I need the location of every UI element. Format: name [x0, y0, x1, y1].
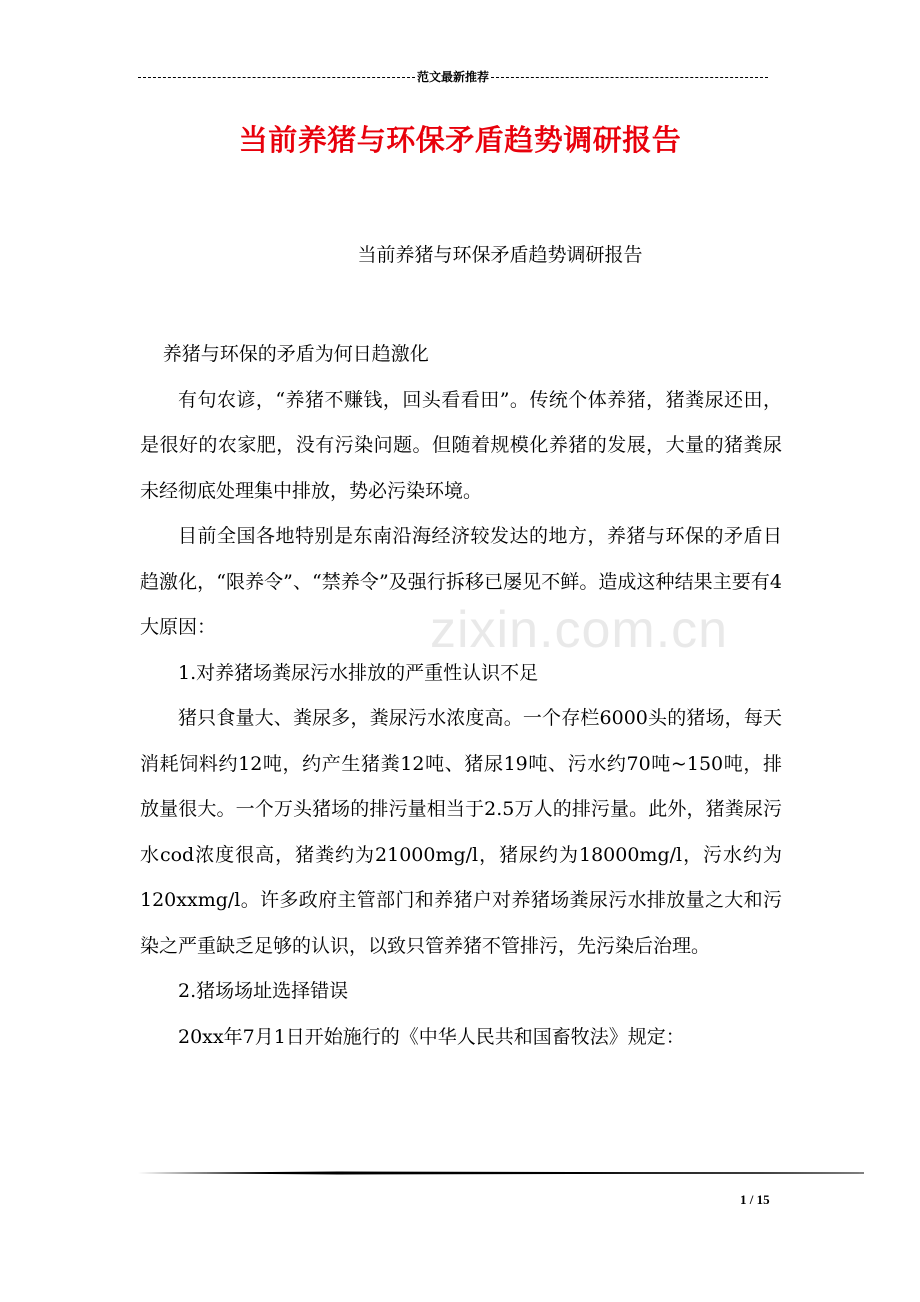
- subheading-2: 2.猪场场址选择错误: [178, 980, 349, 1002]
- document-body: [140, 332, 782, 1060]
- watermark: zixin.com.cn: [430, 601, 729, 659]
- header-dash-right: [491, 77, 768, 78]
- section-heading: 养猪与环保的矛盾为何日趋激化: [162, 343, 429, 365]
- header-label: 范文最新推荐: [417, 69, 490, 84]
- paragraph-3: 猪只食量大、粪尿多，粪尿污水浓度高。一个存栏6000头的猪场，每天消耗饲料约12吨，约产生猪粪12吨、猪尿19吨、污水约70吨~150吨，排放量很大。一个万头猪场的排污量相当于2.5万人的排污量。此外，猪粪尿污水cod浓度很高，猪粪约为21000mg/l，猪尿约为18000mg/l，污水约为120xxmg/l。许多政府主管部门和养猪户对养猪场粪尿污水排放量之大和污染之严重缺乏足够的认识，以致只管养猪不管排污，先污染后治理。: [140, 707, 782, 957]
- header-dash-left: [138, 77, 415, 78]
- footer-divider: [138, 1170, 864, 1176]
- paragraph-1: 有句农谚，“养猪不赚钱，回头看看田”。传统个体养猪，猪粪尿还田，是很好的农家肥，没有污染问题。但随着规模化养猪的发展，大量的猪粪尿未经彻底处理集中排放，势必污染环境。: [140, 388, 782, 502]
- document-subtitle: 当前养猪与环保矛盾趋势调研报告: [357, 244, 643, 266]
- paragraph-2: 目前全国各地特别是东南沿海经济较发达的地方，养猪与环保的矛盾日趋激化，“限养令”、“禁养令”及强行拆移已屡见不鲜。造成这种结果主要有4大原因：: [140, 525, 782, 638]
- document-title: 当前养猪与环保矛盾趋势调研报告: [238, 123, 682, 157]
- paragraph-4: 20xx年7月1日开始施行的《中华人民共和国畜牧法》规定：: [178, 1025, 685, 1048]
- subheading-1: 1.对养猪场粪尿污水排放的严重性认识不足: [178, 661, 539, 684]
- page-header: [138, 66, 768, 86]
- page-number: 1 / 15: [740, 1192, 770, 1207]
